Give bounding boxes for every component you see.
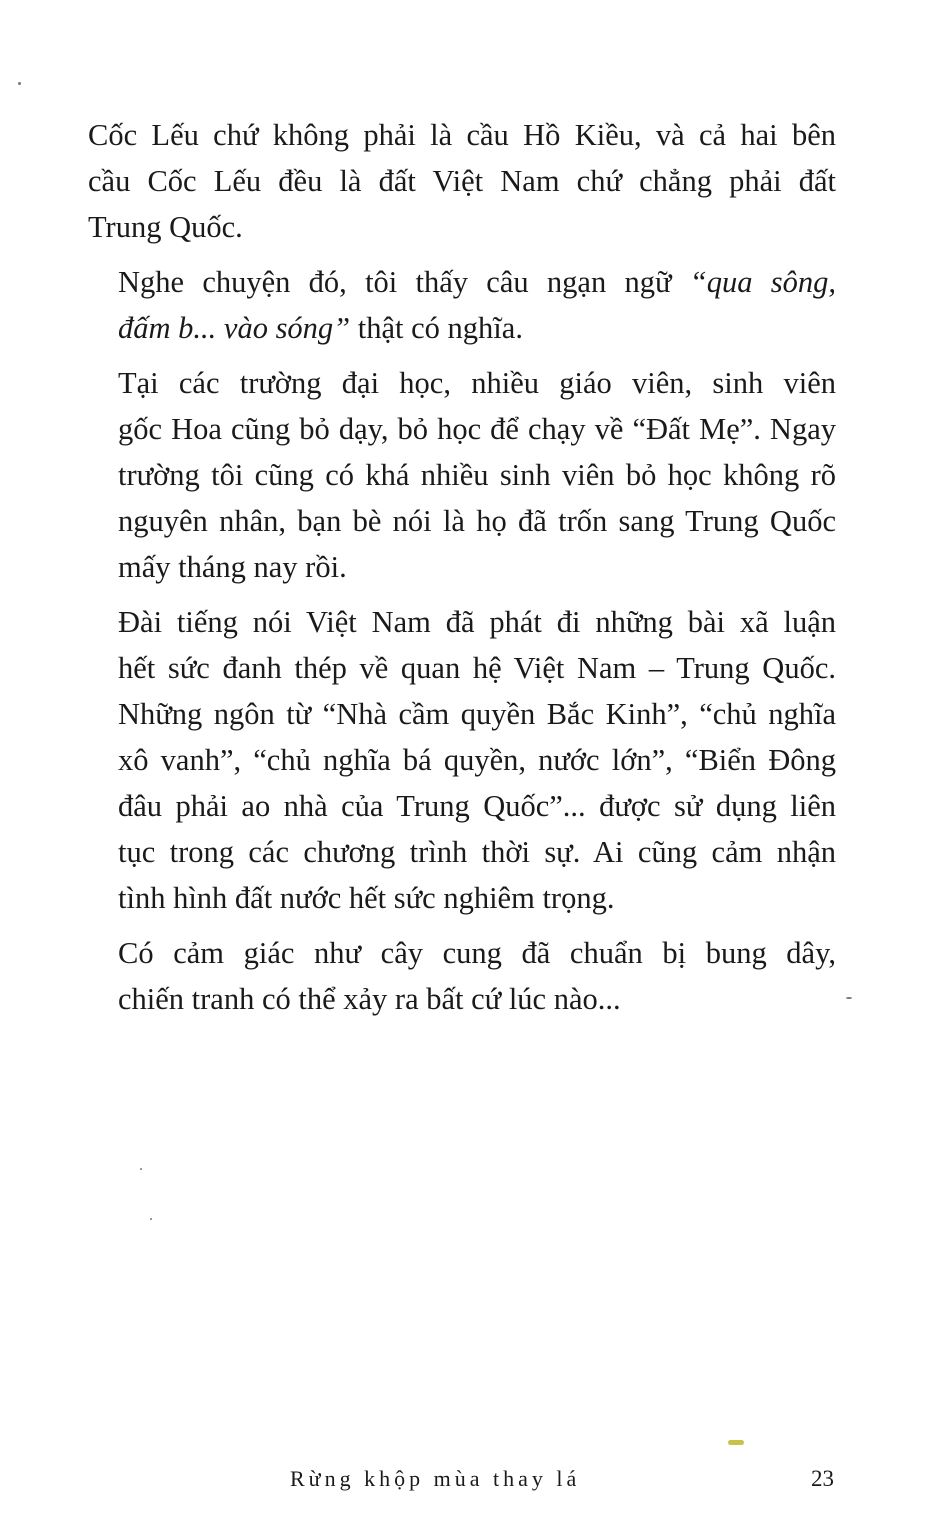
paragraph	[88, 599, 836, 921]
body-text	[88, 112, 836, 1031]
text-line	[88, 305, 836, 351]
text-line: nguyên nhân, bạn bè nói là họ đã trốn sang Trung Quốc	[118, 504, 836, 538]
text-line: hết sức đanh thép về quan hệ Việt Nam – Trung Quốc.	[118, 651, 836, 685]
page-footer	[0, 1460, 938, 1500]
text-line: tình hình đất nước hết sức nghiêm trọng.	[118, 881, 615, 915]
text-line: Những ngôn từ “Nhà cầm quyền Bắc Kinh”, “chủ nghĩa	[118, 697, 836, 731]
text-line: tục trong các chương trình thời sự. Ai cũng cảm nhận	[118, 835, 836, 869]
italic-text: đấm b... vào sóng”	[118, 311, 351, 345]
text-line: chiến tranh có thể xảy ra bất cứ lúc nào...	[118, 982, 621, 1016]
text-line: trường tôi cũng có khá nhiều sinh viên bỏ học không rõ	[118, 458, 836, 492]
text-line: đâu phải ao nhà của Trung Quốc”... được sử dụng liên	[118, 789, 836, 823]
text-line: Có cảm giác như cây cung đã chuẩn bị bung dây,	[118, 936, 836, 970]
scan-speck	[18, 82, 21, 85]
scan-speck	[728, 1440, 744, 1445]
text-line	[88, 259, 836, 305]
scan-speck	[150, 1218, 152, 1220]
page-number: 23	[811, 1466, 834, 1491]
scan-speck	[140, 1168, 142, 1170]
text-line: xô vanh”, “chủ nghĩa bá quyền, nước lớn”, “Biển Đông	[118, 743, 836, 777]
text-line: Tại các trường đại học, nhiều giáo viên, sinh viên	[118, 366, 836, 400]
text-line: Trung Quốc.	[88, 210, 243, 244]
scan-speck	[846, 997, 852, 999]
text-line: Đài tiếng nói Việt Nam đã phát đi những bài xã luận	[118, 605, 836, 639]
text-segment: thật có nghĩa.	[350, 311, 523, 345]
text-line: gốc Hoa cũng bỏ dạy, bỏ học để chạy về “Đất Mẹ”. Ngay	[118, 412, 836, 446]
italic-text: “qua sông,	[689, 265, 836, 299]
paragraph	[88, 930, 836, 1022]
paragraph	[88, 360, 836, 590]
text-line: mấy tháng nay rồi.	[118, 550, 347, 584]
paragraph	[88, 112, 836, 250]
text-segment: Nghe chuyện đó, tôi thấy câu ngạn ngữ	[118, 265, 690, 299]
text-line: Cốc Lếu chứ không phải là cầu Hồ Kiều, và cả hai bên	[88, 118, 836, 152]
text-line: cầu Cốc Lếu đều là đất Việt Nam chứ chẳng phải đất	[88, 164, 836, 198]
paragraph	[88, 259, 836, 351]
running-title: Rừng khộp mùa thay lá	[290, 1466, 581, 1491]
